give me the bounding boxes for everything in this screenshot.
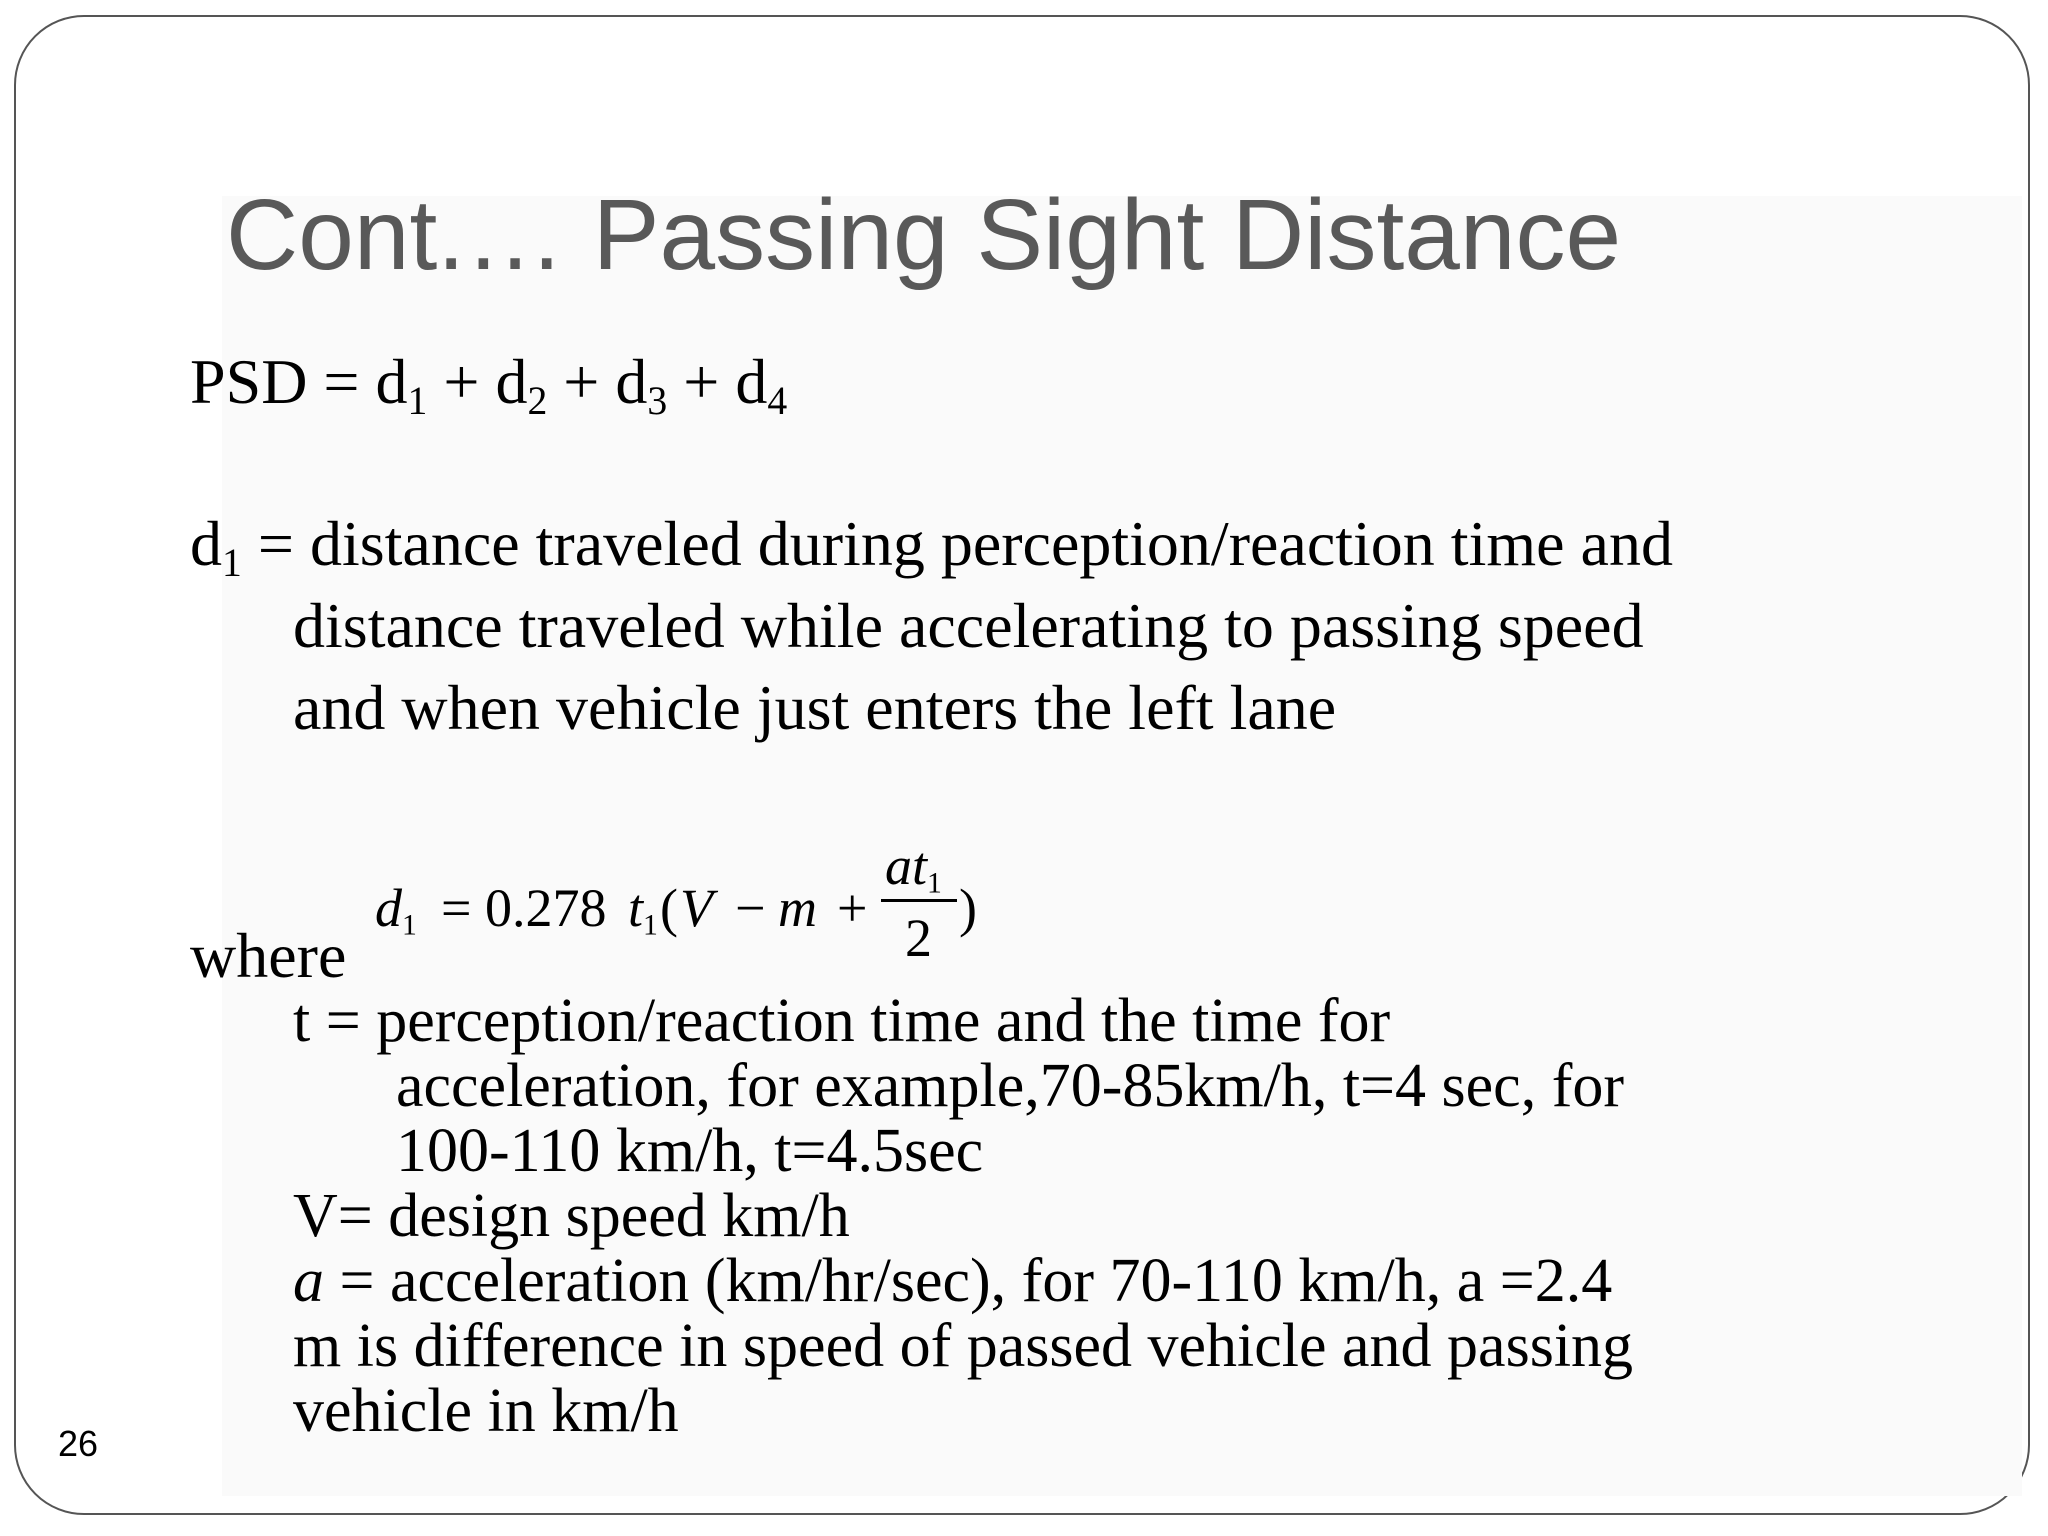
var-t-line-1: t = perception/reaction time and the time for <box>293 987 1391 1055</box>
d1-definition-line-2: distance traveled while accelerating to passing speed <box>293 590 1644 661</box>
formula-equals: = 0.278 <box>441 878 607 938</box>
formula-plus: + <box>837 878 868 938</box>
psd-plus-3: + d <box>667 346 768 417</box>
d1-var: d <box>190 508 222 579</box>
psd-sub-4: 4 <box>767 379 788 424</box>
d1-var-sub: 1 <box>222 541 242 586</box>
psd-sub-3: 3 <box>647 379 668 424</box>
psd-sub-1: 1 <box>407 379 428 424</box>
page-number: 26 <box>58 1423 99 1464</box>
formula-close-paren: ) <box>959 878 977 938</box>
d1-def-text-1: = distance traveled during perception/reaction time and <box>241 508 1673 579</box>
var-a-text: = acceleration (km/hr/sec), for 70-110 km/h, a =2.4 <box>324 1247 1613 1315</box>
psd-equation <box>190 346 788 424</box>
var-a-line <box>293 1247 1613 1315</box>
d1-definition-line-1 <box>190 508 1673 586</box>
formula-d-sub: 1 <box>402 909 417 942</box>
var-t-line-3: 100-110 km/h, t=4.5sec <box>396 1117 984 1185</box>
formula-num-t: t <box>912 836 928 896</box>
formula-num-sub: 1 <box>927 867 942 900</box>
psd-lhs: PSD = d <box>190 346 408 417</box>
where-label: where <box>190 920 347 991</box>
var-a-symbol: a <box>293 1247 324 1315</box>
var-m-line-1: m is difference in speed of passed vehicle and passing <box>293 1312 1634 1380</box>
slide-title: Cont.… Passing Sight Distance <box>226 179 1622 291</box>
psd-plus-2: + d <box>547 346 648 417</box>
var-t-line-2: acceleration, for example,70-85km/h, t=4 sec, for <box>396 1052 1624 1120</box>
formula-d: d <box>375 878 402 938</box>
formula-open-paren: ( <box>660 878 678 938</box>
formula-m: m <box>778 878 817 938</box>
formula-t-sub: 1 <box>643 909 658 942</box>
formula-v: V <box>680 878 713 938</box>
var-v-line: V= design speed km/h <box>293 1182 850 1250</box>
d1-definition-line-3: and when vehicle just enters the left lane <box>293 672 1337 743</box>
var-m-line-2: vehicle in km/h <box>293 1377 679 1445</box>
formula-minus: − <box>735 878 766 938</box>
psd-sub-2: 2 <box>527 379 548 424</box>
formula-t: t <box>628 878 644 938</box>
formula-fraction-bar <box>881 899 957 902</box>
formula-denominator: 2 <box>905 908 932 968</box>
formula-num-a: a <box>885 836 912 896</box>
psd-plus-1: + d <box>427 346 528 417</box>
